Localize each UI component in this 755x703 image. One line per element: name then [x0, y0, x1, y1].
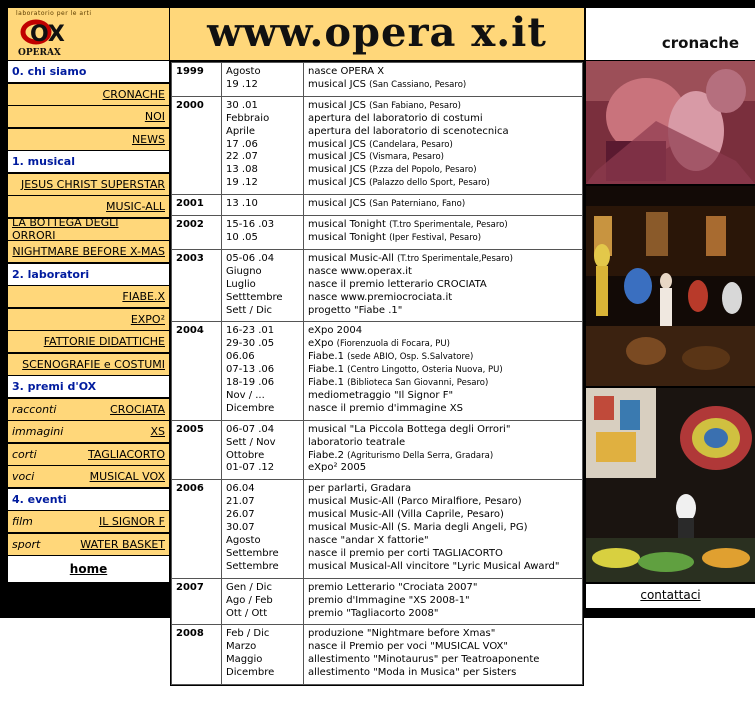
timeline-year-row [172, 249, 583, 322]
entry-text: allestimento "Moda in Musica" per Sisters [308, 667, 517, 679]
event-cell [304, 216, 583, 250]
sidebar-item[interactable] [8, 331, 169, 352]
entry-text: musical Music-All (Parco Miralfiore, Pesaro) [308, 496, 522, 508]
entry-event [308, 641, 578, 654]
year-cell: 2001 [172, 195, 222, 216]
timeline-year-row [172, 625, 583, 685]
sidebar-item-link[interactable]: EXPO² [130, 312, 165, 326]
sidebar-item-category: racconti [12, 402, 57, 416]
sidebar-heading: 3. premi d'OX [8, 376, 169, 397]
entry-date: 26.07 [226, 509, 255, 521]
date-cell [222, 480, 304, 578]
entry-date: 18-19 .06 [226, 377, 275, 389]
entry-text: nasce "andar X fattorie" [308, 535, 429, 546]
entry-text: premio "Tagliacorto 2008" [308, 607, 439, 619]
section-title: cronache [661, 34, 739, 52]
entry-date: Ago / Feb [226, 594, 273, 606]
logo-tagline: laboratorio per le arti [16, 10, 92, 17]
sidebar-item[interactable] [8, 399, 169, 420]
sidebar-item-link[interactable]: CRONACHE [102, 87, 165, 101]
year-cell: 2008 [172, 625, 222, 685]
year-cell: 1999 [172, 63, 222, 97]
entry-text: musical Musical-All vincitore "Lyric Musical Award" [308, 560, 560, 572]
sidebar-item-category: immagini [12, 425, 64, 438]
entry-place: (sede ABIO, Osp. S.Salvatore) [347, 352, 474, 363]
entry-text: laboratorio teatrale [308, 436, 406, 448]
contact-box [586, 584, 755, 608]
sidebar-item-link[interactable]: MUSICAL VOX [89, 470, 165, 483]
timeline-year-row [172, 322, 583, 420]
entry-event [308, 266, 578, 279]
entry-event [308, 219, 578, 232]
entry-text: produzione "Nightmare before Xmas" [308, 628, 496, 640]
date-cell [222, 216, 304, 250]
year-cell: 2005 [172, 420, 222, 480]
entry-place: (Iper Festival, Pesaro) [389, 232, 482, 243]
timeline-year-row [172, 480, 583, 578]
entry-date: 21.07 [226, 496, 255, 508]
entry-date: Sett / Nov [226, 436, 276, 448]
entry-text: Fiabe.2 [308, 449, 344, 461]
sidebar-item-category: sport [12, 537, 41, 551]
sidebar-item-link[interactable]: XS [150, 425, 165, 438]
entry-event [308, 100, 578, 113]
entry-text: allestimento "Minotaurus" per Teatroaponente [308, 654, 540, 666]
entry-date: Settembre [226, 560, 279, 572]
sidebar-item-category: voci [12, 470, 35, 483]
sidebar-heading: 2. laboratori [8, 264, 169, 285]
entry-event [308, 338, 578, 351]
entry-date: Luglio [226, 278, 256, 290]
event-cell [304, 63, 583, 97]
entry-event [308, 79, 578, 92]
entry-date: Gen / Dic [226, 581, 272, 593]
entry-place: (Centro Lingotto, Osteria Nuova, PU) [347, 365, 503, 376]
entry-text: musical Music-All (Villa Caprile, Pesaro) [308, 509, 504, 521]
sidebar-item-link[interactable]: MUSIC-ALL [106, 200, 165, 213]
entry-event [308, 377, 578, 390]
entry-date: 05-06 .04 [226, 252, 275, 264]
entry-event [308, 509, 578, 522]
sidebar-item-link[interactable]: NIGHTMARE BEFORE X-MAS [12, 245, 165, 258]
entry-event [308, 364, 578, 377]
entry-text: musical "La Piccola Bottega degli Orrori" [308, 423, 511, 435]
home-row [8, 556, 169, 582]
entry-text: musical JCS [308, 151, 366, 163]
entry-event [308, 177, 578, 190]
sidebar-item-link[interactable]: TAGLIACORTO [88, 447, 165, 461]
sidebar-item[interactable] [8, 534, 169, 555]
entry-event [308, 279, 578, 292]
entry-place: (T.tro Sperimentale,Pesaro) [397, 253, 513, 264]
sidebar-item[interactable] [8, 286, 169, 307]
entry-event [308, 66, 578, 79]
entry-event [308, 450, 578, 463]
entry-event [308, 654, 578, 667]
sidebar-item[interactable] [8, 241, 169, 262]
timeline-year-row [172, 420, 583, 480]
entry-date: Feb / Dic [226, 628, 270, 640]
entry-text: nasce www.premiocrociata.it [308, 291, 453, 303]
entry-event [308, 483, 578, 496]
entry-date: 07-13 .06 [226, 364, 275, 376]
entry-date: Agosto [226, 535, 261, 546]
sidebar-item[interactable] [8, 444, 169, 465]
show-finale-image [586, 388, 755, 582]
timeline-year-row [172, 96, 583, 194]
entry-event [308, 351, 578, 364]
entry-event [308, 292, 578, 305]
timeline-year-row [172, 195, 583, 216]
entry-event [308, 595, 578, 608]
entry-event [308, 462, 578, 475]
entry-text: nasce il Premio per voci "MUSICAL VOX" [308, 641, 508, 653]
entry-text: eXpo 2004 [308, 325, 363, 337]
sidebar-item-link[interactable]: WATER BASKET [80, 537, 165, 551]
entry-event [308, 582, 578, 595]
entry-place: (San Fabiano, Pesaro) [369, 100, 461, 111]
entry-date: Ottobre [226, 449, 265, 461]
entry-place: (Biblioteca San Giovanni, Pesaro) [347, 378, 489, 389]
entry-event [308, 628, 578, 641]
entry-text: eXpo [308, 338, 334, 350]
entry-text: nasce www.operax.it [308, 265, 412, 277]
year-cell: 2002 [172, 216, 222, 250]
entry-date: 13 .08 [226, 164, 258, 176]
entry-date: 22 .07 [226, 151, 258, 163]
year-cell: 2004 [172, 322, 222, 420]
event-cell [304, 195, 583, 216]
timeline-year-row [172, 63, 583, 97]
entry-event [308, 437, 578, 450]
site-banner [170, 8, 584, 60]
entry-date: 06.06 [226, 351, 255, 363]
entry-text: musical JCS [308, 99, 366, 111]
entry-date: 10 .05 [226, 231, 258, 243]
entry-date: Aprile [226, 125, 256, 137]
entry-event [308, 139, 578, 152]
sidebar-item[interactable] [8, 196, 169, 217]
entry-event [308, 522, 578, 535]
timeline-table-container [170, 61, 584, 686]
entry-date: Nov / ... [226, 389, 265, 401]
sidebar-item[interactable] [8, 174, 169, 195]
entry-text: premio Letterario "Crociata 2007" [308, 581, 478, 593]
entry-text: musical Music-All (S. Maria degli Angeli, PG) [308, 522, 528, 534]
entry-event [308, 561, 578, 574]
event-cell [304, 249, 583, 322]
entry-date: 19 .12 [226, 177, 258, 189]
entry-place: (Palazzo dello Sport, Pesaro) [369, 178, 490, 189]
year-cell: 2006 [172, 480, 222, 578]
entry-event [308, 325, 578, 338]
entry-event [308, 164, 578, 177]
entry-date: Maggio [226, 654, 263, 666]
entry-date: Agosto [226, 66, 261, 77]
event-cell [304, 578, 583, 625]
entry-event [308, 113, 578, 126]
entry-event [308, 403, 578, 416]
entry-text: Fiabe.1 [308, 364, 344, 376]
stage-performance-image [586, 186, 755, 386]
entry-place: (San Cassiano, Pesaro) [369, 79, 467, 90]
entry-place: (Agriturismo Della Serra, Gradara) [347, 450, 494, 461]
sidebar-heading: 1. musical [8, 151, 169, 172]
entry-date: Setttembre [226, 291, 283, 303]
event-cell [304, 96, 583, 194]
entry-text: nasce OPERA X [308, 66, 385, 77]
date-cell [222, 96, 304, 194]
logo-name: OPERAX [18, 48, 61, 57]
entry-date: 01-07 .12 [226, 462, 275, 474]
entry-date: 15-16 .03 [226, 219, 275, 231]
date-cell [222, 420, 304, 480]
entry-date: 19 .12 [226, 78, 258, 90]
sidebar-item-link[interactable]: FATTORIE DIDATTICHE [43, 335, 165, 348]
entry-date: Ott / Ott [226, 607, 268, 619]
entry-event [308, 548, 578, 561]
entry-text: musical JCS [308, 198, 366, 210]
entry-date: 30.07 [226, 522, 255, 534]
entry-date: Marzo [226, 641, 257, 653]
entry-text: premio d'Immagine "XS 2008-1" [308, 594, 470, 606]
logo-mark: OX [30, 22, 65, 47]
date-cell [222, 625, 304, 685]
sidebar-item[interactable] [8, 129, 169, 150]
sidebar-item-link[interactable]: IL SIGNOR F [99, 515, 165, 528]
sidebar-nav [8, 61, 169, 584]
entry-text: Fiabe.1 [308, 377, 344, 389]
sidebar-heading: 4. eventi [8, 489, 169, 510]
entry-date: 30 .01 [226, 99, 258, 111]
year-cell: 2000 [172, 96, 222, 194]
entry-text: musical JCS [308, 177, 366, 189]
entry-date: 06.04 [226, 483, 255, 495]
entry-text: nasce il premio letterario CROCIATA [308, 278, 487, 290]
sidebar-item-link[interactable]: NEWS [131, 132, 165, 146]
timeline-year-row [172, 578, 583, 625]
date-cell [222, 322, 304, 420]
entry-date: Settembre [226, 547, 279, 559]
sidebar-item-category: film [12, 515, 33, 528]
sidebar-item-link[interactable]: CROCIATA [110, 402, 165, 416]
photo-column [586, 61, 755, 582]
sidebar-item[interactable] [8, 106, 169, 127]
event-cell [304, 322, 583, 420]
sidebar-item[interactable] [8, 466, 169, 487]
entry-text: progetto "Fiabe .1" [308, 304, 403, 316]
event-cell [304, 480, 583, 578]
sidebar-item-link[interactable]: LA BOTTEGA DEGLI ORRORI [12, 216, 119, 242]
entry-date: Febbraio [226, 112, 270, 124]
sidebar-item[interactable] [8, 511, 169, 532]
entry-text: per parlarti, Gradara [308, 483, 412, 495]
entry-place: (T.tro Sperimentale, Pesaro) [389, 220, 508, 231]
entry-date: Giugno [226, 265, 262, 277]
date-cell [222, 578, 304, 625]
entry-text: musical JCS [308, 164, 366, 176]
sidebar-item-link[interactable]: NOI [144, 110, 165, 123]
entry-place: (Fiorenzuola di Focara, PU) [336, 339, 450, 350]
entry-date: Dicembre [226, 667, 275, 679]
entry-text: musical JCS [308, 78, 366, 90]
entry-text: musical Tonight [308, 219, 386, 231]
entry-event [308, 424, 578, 437]
sidebar-item[interactable] [8, 354, 169, 375]
section-header [586, 8, 755, 60]
entry-text: eXpo² 2005 [308, 462, 367, 474]
entry-place: (P.zza del Popolo, Pesaro) [369, 165, 477, 176]
entry-event [308, 608, 578, 621]
entry-text: Fiabe.1 [308, 351, 344, 363]
sidebar-item-link[interactable]: SCENOGRAFIE e COSTUMI [22, 357, 165, 371]
sidebar-item[interactable] [8, 216, 169, 242]
entry-place: (Vismara, Pesaro) [369, 152, 444, 163]
entry-event [308, 305, 578, 318]
entry-text: apertura del laboratorio di scenotecnica [308, 125, 509, 137]
sidebar-item[interactable] [8, 84, 169, 105]
entry-text: nasce il premio per corti TAGLIACORTO [308, 547, 503, 559]
entry-text: apertura del laboratorio di costumi [308, 112, 483, 124]
entry-text: musical JCS [308, 138, 366, 150]
entry-event [308, 232, 578, 245]
entry-date: 17 .06 [226, 138, 258, 150]
entry-date: 29-30 .05 [226, 338, 275, 350]
entry-event [308, 496, 578, 509]
date-cell [222, 195, 304, 216]
event-cell [304, 420, 583, 480]
entry-text: nasce il premio d'immagine XS [308, 402, 463, 414]
timeline-year-row [172, 216, 583, 250]
entry-event [308, 126, 578, 139]
year-cell: 2007 [172, 578, 222, 625]
operax-logo-icon [16, 17, 80, 57]
entry-text: musical Music-All [308, 252, 394, 264]
sidebar-item-category: corti [12, 447, 37, 461]
entry-event [308, 253, 578, 266]
logo[interactable] [8, 8, 169, 60]
entry-event [308, 667, 578, 680]
event-cell [304, 625, 583, 685]
contact-link[interactable]: contattaci [640, 588, 701, 602]
year-cell: 2003 [172, 249, 222, 322]
sidebar-item-link[interactable]: FIABE.X [122, 290, 165, 303]
timeline-table [171, 62, 583, 685]
entry-date: 06-07 .04 [226, 423, 275, 435]
entry-place: (Candelara, Pesaro) [369, 139, 453, 150]
sidebar-item[interactable] [8, 309, 169, 330]
sidebar-item-link[interactable]: JESUS CHRIST SUPERSTAR [20, 177, 165, 191]
entry-event [308, 198, 578, 211]
entry-date: Sett / Dic [226, 304, 273, 316]
entry-date: 13 .10 [226, 198, 258, 210]
entry-event [308, 390, 578, 403]
entry-place: (San Paterniano, Fano) [369, 199, 466, 210]
entry-date: Dicembre [226, 402, 275, 414]
entry-event [308, 535, 578, 548]
entry-text: musical Tonight [308, 231, 386, 243]
painting-image [586, 61, 755, 184]
entry-event [308, 151, 578, 164]
entry-date: 16-23 .01 [226, 325, 275, 337]
sidebar-item[interactable] [8, 421, 169, 442]
date-cell [222, 249, 304, 322]
date-cell [222, 63, 304, 97]
sidebar-heading: 0. chi siamo [8, 61, 169, 82]
home-link[interactable]: home [69, 562, 108, 576]
banner-title: www.opera x.it [207, 9, 547, 56]
entry-text: mediometraggio "Il Signor F" [308, 389, 454, 401]
